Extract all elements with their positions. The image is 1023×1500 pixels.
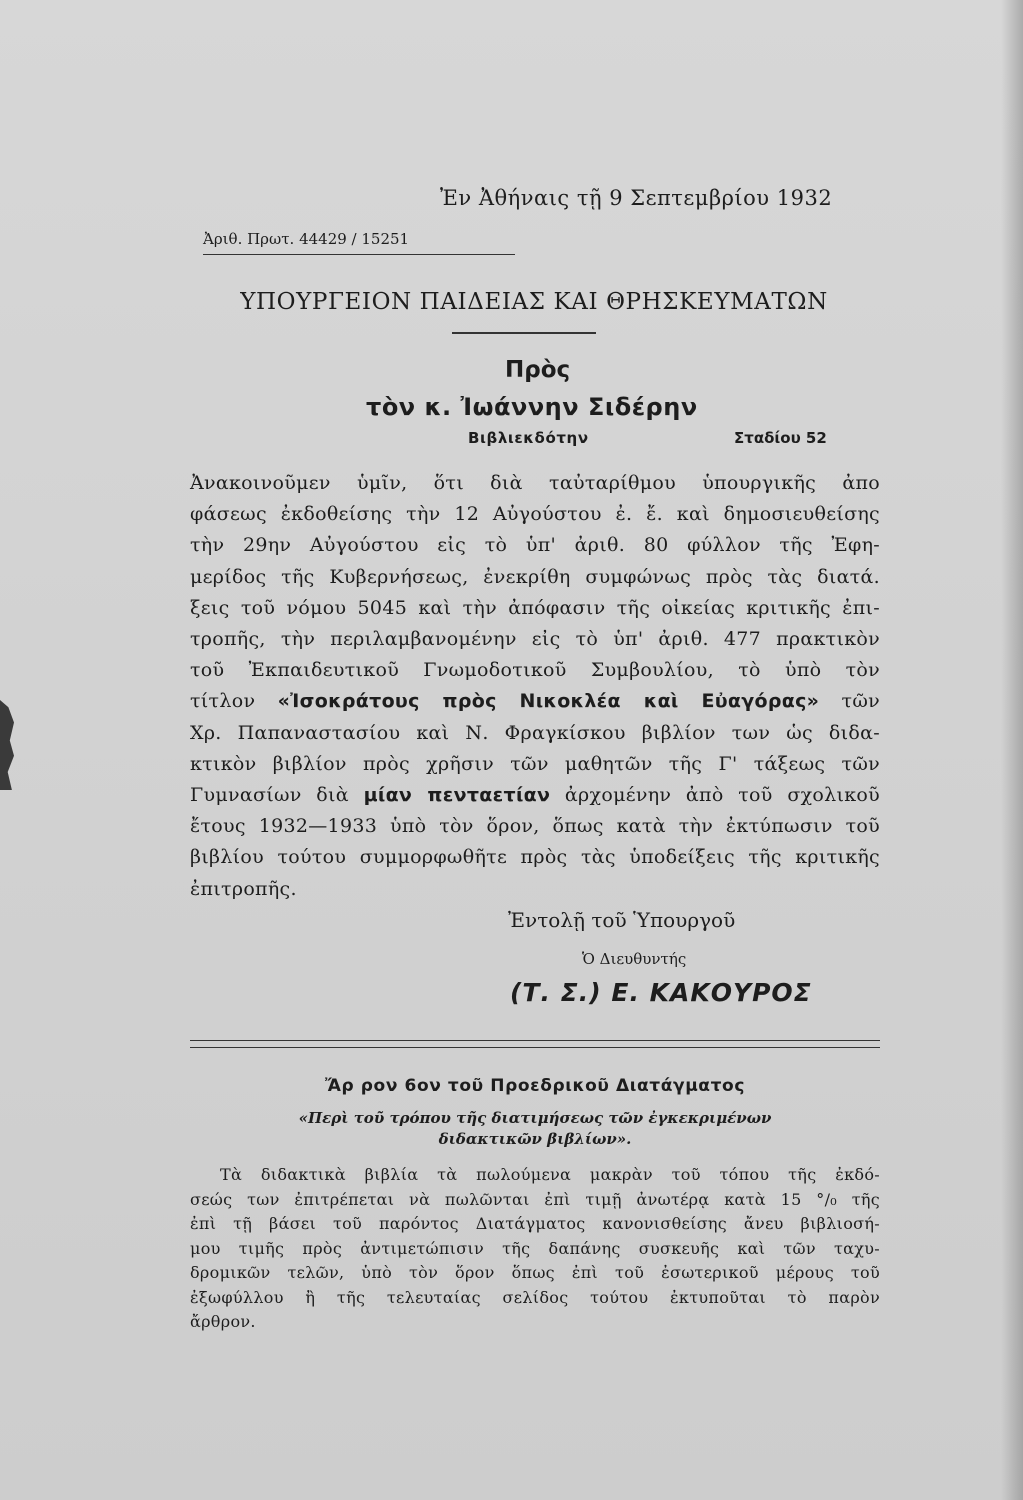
article-subtitle-line: «Περὶ τοῦ τρόπου τῆς διατιμήσεως τῶν ἐγκεκριμένων	[298, 1109, 772, 1127]
article-line: Τὰ διδακτικὰ βιβλία τὰ πωλούμενα μακρὰν τοῦ τόπου τῆς ἐκδό-	[220, 1165, 880, 1184]
recipient-pros: Πρὸς	[505, 357, 571, 383]
heading-divider	[452, 332, 596, 334]
body-line: ἐπιτροπῆς.	[190, 877, 297, 900]
article-body	[190, 1163, 880, 1335]
closing-order: Ἐντολῇ τοῦ Ὑπουργοῦ	[508, 908, 736, 932]
letter-body	[190, 468, 880, 905]
body-line: τροπῆς, τὴν περιλαμβανομένην εἰς τὸ ὑπ' ἀριθ. 477 πρακτικὸν	[190, 628, 880, 651]
body-text-fragment: τῶν	[819, 690, 880, 713]
book-title: «Ἰσοκράτους πρὸς Νικοκλέα καὶ Εὐαγόρας»	[277, 690, 820, 713]
place-date: Ἐν Ἀθήναις τῇ 9 Σεπτεμβρίου 1932	[440, 186, 833, 210]
body-text-fragment: τίτλον	[190, 690, 278, 713]
article-subtitle-line: διδακτικῶν βιβλίων».	[438, 1130, 632, 1148]
body-line-period	[190, 780, 880, 811]
body-line: ἔτους 1932—1933 ὑπὸ τὸν ὅρον, ὅπως κατὰ τὴν ἐκτύπωσιν τοῦ	[190, 815, 880, 838]
body-text-fragment: Γυμνασίων διὰ	[190, 784, 364, 807]
article-line: ἄρθρον.	[190, 1312, 256, 1331]
protocol-number: Ἀριθ. Πρωτ. 44429 / 15251	[203, 230, 515, 255]
torn-edge	[0, 700, 14, 790]
recipient-name: τὸν κ. Ἰωάννην Σιδέρην	[366, 393, 698, 421]
ministry-heading: ΥΠΟΥΡΓΕΙΟΝ ΠΑΙΔΕΙΑΣ ΚΑΙ ΘΡΗΣΚΕΥΜΑΤΩΝ	[240, 289, 828, 315]
article-line: μου τιμῆς πρὸς ἀντιμετώπισιν τῆς δαπάνης συσκευῆς καὶ τῶν ταχυ-	[190, 1238, 880, 1258]
article-line: ἐξωφύλλου ἢ τῆς τελευταίας σελίδος τούτου ἐκτυποῦται τὸ παρὸν	[190, 1287, 880, 1307]
page-edge-shadow	[1001, 0, 1023, 1500]
body-text-fragment: ἀρχομένην ἀπὸ τοῦ σχολικοῦ	[550, 784, 880, 807]
article-line: ἐπὶ τῇ βάσει τοῦ παρόντος Διατάγματος κανονισθείσης ἄνευ βιβλιοσή-	[190, 1214, 880, 1233]
body-line: βιβλίου τούτου συμμορφωθῆτε πρὸς τὰς ὑποδείξεις τῆς κριτικῆς	[190, 846, 880, 869]
body-line: μερίδος τῆς Κυβερνήσεως, ἐνεκρίθη συμφώνως πρὸς τὰς διατά.	[190, 565, 880, 588]
body-line: κτικὸν βιβλίον πρὸς χρῆσιν τῶν μαθητῶν τῆς Γ' τάξεως τῶν	[190, 752, 880, 775]
signature: (Τ. Σ.) Ε. ΚΑΚΟΥΡΟΣ	[510, 978, 812, 1007]
article-subtitle	[190, 1108, 880, 1150]
article-line: δρομικῶν τελῶν, ὑπὸ τὸν ὅρον ὅπως ἐπὶ τοῦ ἐσωτερικοῦ μέρους τοῦ	[190, 1263, 880, 1282]
body-line-title	[190, 686, 880, 717]
body-line: Ἀνακοινοῦμεν ὑμῖν, ὅτι διὰ ταὐταρίθμου ὑπουργικῆς ἀπο	[190, 472, 880, 494]
closing-director: Ὁ Διευθυντής	[582, 950, 687, 968]
section-divider	[190, 1040, 880, 1048]
recipient-address: Σταδίου 52	[734, 429, 827, 447]
recipient-role: Βιβλιεκδότην	[468, 429, 589, 447]
body-line: τοῦ Ἐκπαιδευτικοῦ Γνωμοδοτικοῦ Συμβουλίου, τὸ ὑπὸ τὸν	[190, 659, 880, 682]
approval-period: μίαν πενταετίαν	[363, 784, 551, 807]
article-title: Ἄρ ρον 6ον τοῦ Προεδρικοῦ Διατάγματος	[325, 1076, 745, 1096]
article-line: σεώς των ἐπιτρέπεται νὰ πωλῶνται ἐπὶ τιμῇ ἀνωτέρᾳ κατὰ 15 °/₀ τῆς	[190, 1189, 880, 1209]
body-line: φάσεως ἐκδοθείσης τὴν 12 Αὐγούστου ἐ. ἔ. καὶ δημοσιευθείσης	[190, 503, 880, 526]
body-line: τὴν 29ην Αὐγούστου εἰς τὸ ὑπ' ἀριθ. 80 φύλλον τῆς Ἐφη-	[190, 534, 880, 557]
body-line: Χρ. Παπαναστασίου καὶ Ν. Φραγκίσκου βιβλίον των ὡς διδα-	[190, 721, 880, 744]
body-line: ξεις τοῦ νόμου 5045 καὶ τὴν ἀπόφασιν τῆς οἰκείας κριτικῆς ἐπι-	[190, 596, 880, 619]
